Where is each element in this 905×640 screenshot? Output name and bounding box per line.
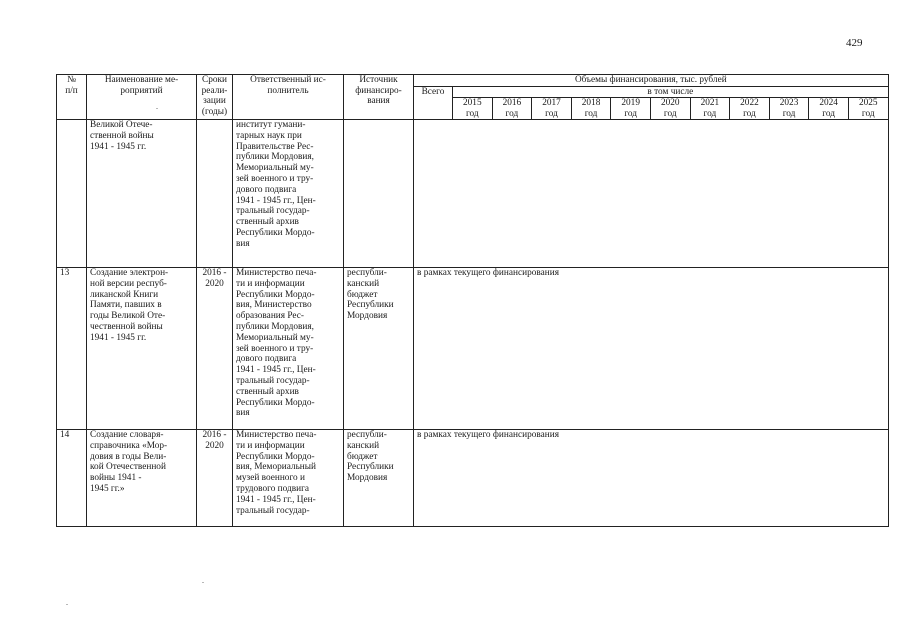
header-name: Наименование ме- роприятий — [87, 75, 197, 120]
row-funding: в рамках текущего финансирования — [414, 268, 889, 430]
row-name: Создание словаря- справочника «Мор- довия в годы Вели- кой Отечественной войны 1941 - 1945 гг.» — [87, 430, 197, 527]
header-total: Всего — [414, 86, 453, 120]
header-terms: Сроки реали- зации (годы) — [197, 75, 233, 120]
row-executor: институт гумани- тарных наук при Правительстве Рес- публики Мордовия, Мемориальный му- зей военного и тру- дового подвига 1941 - 1945 гг., Цен- тральный государ- ственный архив Республики Мордо- вия — [233, 120, 344, 268]
header-year: 2019 год — [611, 98, 651, 120]
header-executor: Ответственный ис- полнитель — [233, 75, 344, 120]
scan-speck: . — [156, 102, 158, 111]
table-row — [57, 120, 889, 268]
header-year: 2021 год — [690, 98, 730, 120]
row-executor: Министерство печа- ти и информации Республики Мордо- вия, Министерство образования Рес- публики Мордовия, Мемориальный му- зей военного и тру- дового подвига 1941 - 1945 гг., Цен- тральный государ- ственный архив Республики Мордо- вия — [233, 268, 344, 430]
table-row — [57, 430, 889, 527]
row-source: республи- канский бюджет Республики Мордовия — [344, 430, 414, 527]
header-year: 2024 год — [809, 98, 849, 120]
row-executor: Министерство печа- ти и информации Республики Мордо- вия, Мемориальный музей военного и трудового подвига 1941 - 1945 гг., Цен- тральный государ- — [233, 430, 344, 527]
header-including: в том числе — [453, 86, 889, 98]
header-year: 2015 год — [453, 98, 493, 120]
row-name: Великой Отече- ственной войны 1941 - 1945 гг. — [87, 120, 197, 268]
row-source: республи- канский бюджет Республики Мордовия — [344, 268, 414, 430]
row-funding — [414, 120, 889, 268]
row-source — [344, 120, 414, 268]
header-source: Источник финансиро- вания — [344, 75, 414, 120]
header-year: 2025 год — [848, 98, 888, 120]
scan-speck: . — [66, 598, 68, 607]
row-name: Создание электрон- ной версии респуб- ликанской Книги Памяти, павших в годы Великой Оте- чественной войны 1941 - 1945 гг. — [87, 268, 197, 430]
row-num: 13 — [57, 268, 87, 430]
row-terms — [197, 120, 233, 268]
header-num: № п/п — [57, 75, 87, 120]
financing-table — [56, 74, 889, 527]
header-year: 2020 год — [650, 98, 690, 120]
row-terms: 2016 - 2020 — [197, 268, 233, 430]
header-year: 2023 год — [769, 98, 809, 120]
row-funding: в рамках текущего финансирования — [414, 430, 889, 527]
row-num: 14 — [57, 430, 87, 527]
row-num — [57, 120, 87, 268]
header-year: 2022 год — [730, 98, 770, 120]
header-year: 2017 год — [532, 98, 572, 120]
page-number: 429 — [846, 37, 863, 49]
row-terms: 2016 - 2020 — [197, 430, 233, 527]
header-year: 2016 год — [492, 98, 532, 120]
scan-speck: . — [202, 576, 204, 585]
header-year: 2018 год — [571, 98, 611, 120]
header-volumes: Объемы финансирования, тыс. рублей — [414, 75, 889, 87]
table-row — [57, 268, 889, 430]
